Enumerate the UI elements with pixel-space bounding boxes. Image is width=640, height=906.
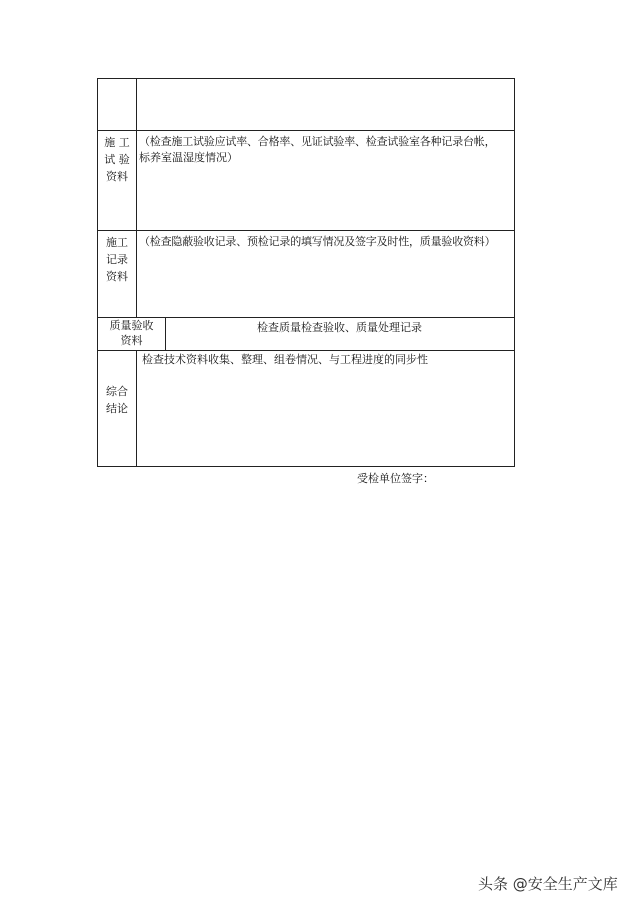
label-line: 资料 xyxy=(106,270,128,283)
watermark: 头条 @安全生产文库 xyxy=(478,875,618,893)
test-data-label xyxy=(98,134,136,185)
construction-records-label xyxy=(98,234,136,285)
label-line: 质量验收 xyxy=(109,319,154,332)
test-data-content xyxy=(139,134,513,166)
construction-records-content: （检查隐蔽验收记录、预检记录的填写情况及签字及时性，质量验收资料） xyxy=(139,235,496,248)
label-line: 试 验 xyxy=(104,153,130,166)
row-divider xyxy=(98,350,514,351)
label-line: 记录 xyxy=(106,253,128,266)
label-line: 综合 xyxy=(106,385,128,398)
row-divider xyxy=(98,230,514,231)
quality-acceptance-label xyxy=(98,318,165,348)
column-divider xyxy=(136,79,137,317)
content-line: 标养室温湿度情况） xyxy=(139,151,238,164)
label-line: 资料 xyxy=(106,170,128,183)
conclusion-label xyxy=(98,383,136,417)
row-divider xyxy=(98,130,514,131)
content-line: （检查施工试验应试率、合格率、见证试验率、检查试验室各种记录台帐， xyxy=(139,135,496,148)
column-divider xyxy=(136,350,137,466)
inspection-form-table xyxy=(97,78,515,467)
conclusion-content: 检查技术资料收集、整理、组卷情况、与工程进度的同步性 xyxy=(142,353,428,366)
label-line: 施 工 xyxy=(104,136,130,149)
label-line: 结论 xyxy=(106,402,128,415)
quality-acceptance-content: 检查质量检查验收、质量处理记录 xyxy=(257,321,422,334)
signature-label: 受检单位签字： xyxy=(357,472,434,485)
label-line: 施工 xyxy=(106,236,128,249)
label-line: 资料 xyxy=(120,334,143,347)
